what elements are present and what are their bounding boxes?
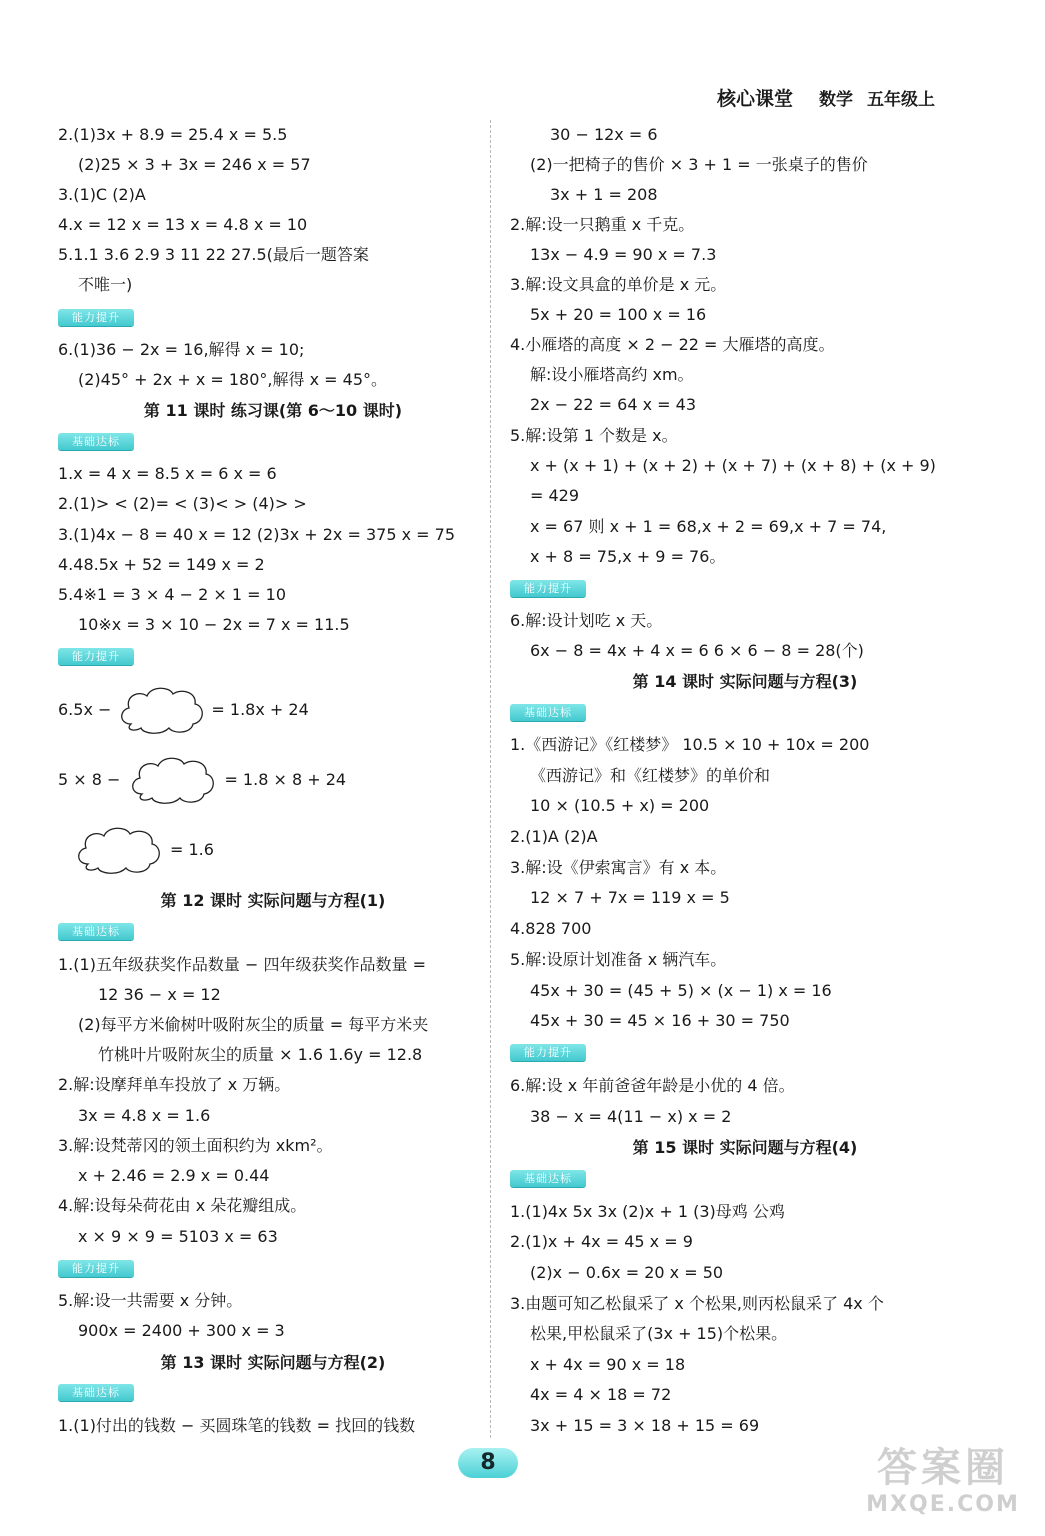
answer-line: 4.小雁塔的高度 × 2 − 22 = 大雁塔的高度。: [510, 335, 835, 354]
answer-line: (2)x − 0.6x = 20 x = 50: [530, 1263, 724, 1282]
answer-line: (2)每平方米偷树叶吸附灰尘的质量 = 每平方米夹: [78, 1015, 429, 1034]
answer-line: x × 9 × 9 = 5103 x = 63: [78, 1227, 278, 1246]
page-header: [717, 84, 935, 111]
answer-line: = 429: [530, 486, 580, 505]
answer-line: 3.(1)4x − 8 = 40 x = 12 (2)3x + 2x = 375 x = 75: [58, 525, 455, 544]
answer-line: 5.1.1 3.6 2.9 3 11 22 27.5(最后一题答案: [58, 245, 369, 264]
equation-left: 5 × 8 −: [58, 769, 121, 789]
answer-line: 3.由题可知乙松鼠采了 x 个松果,则丙松鼠采了 4x 个: [510, 1294, 884, 1313]
column-divider: [490, 120, 491, 1438]
answer-line: 2.解:设一只鹅重 x 千克。: [510, 215, 695, 234]
answer-line: 4x = 4 × 18 = 72: [530, 1385, 672, 1404]
answer-line: 1.《西游记》《红楼梦》 10.5 × 10 + 10x = 200: [510, 735, 870, 754]
answer-line: 4.x = 12 x = 13 x = 4.8 x = 10: [58, 215, 308, 234]
answer-line: 13x − 4.9 = 90 x = 7.3: [530, 245, 717, 264]
equation-left: 6.5x −: [58, 699, 112, 719]
cloud-equation: [58, 750, 346, 808]
grade-label: 五年级上: [867, 90, 935, 110]
answer-line: (2)25 × 3 + 3x = 246 x = 57: [78, 155, 311, 174]
lesson-heading: 第 15 课时 实际问题与方程(4): [632, 1138, 858, 1157]
answer-line: x + (x + 1) + (x + 2) + (x + 7) + (x + 8) + (x + 9): [530, 456, 936, 475]
answer-line: 4.828 700: [510, 919, 592, 938]
answer-line: 3.解:设《伊索寓言》有 x 本。: [510, 858, 727, 877]
answer-line: (2)一把椅子的售价 × 3 + 1 = 一张桌子的售价: [530, 155, 868, 174]
answer-line: 1.(1)五年级获奖作品数量 − 四年级获奖作品数量 =: [58, 955, 427, 974]
subject-label: 数学: [819, 90, 853, 110]
cloud-shape: [70, 820, 166, 878]
section-badge-advance: 能力提升: [510, 1044, 586, 1061]
answer-line: 5.解:设原计划准备 x 辆汽车。: [510, 950, 727, 969]
cloud-shape: [115, 680, 207, 738]
answer-line: 3.(1)C (2)A: [58, 185, 146, 204]
section-badge-advance: 能力提升: [58, 648, 134, 665]
answer-line: 2.(1)A (2)A: [510, 827, 598, 846]
equation-right: = 1.8x + 24: [211, 699, 309, 719]
answer-line: 5.解:设第 1 个数是 x。: [510, 426, 678, 445]
answer-line: 30 − 12x = 6: [550, 125, 658, 144]
answer-line: 38 − x = 4(11 − x) x = 2: [530, 1107, 732, 1126]
answer-line: 3x + 15 = 3 × 18 + 15 = 69: [530, 1416, 760, 1435]
answer-line: 3.解:设梵蒂冈的领土面积约为 xkm²。: [58, 1136, 333, 1155]
answer-line: 4.48.5x + 52 = 149 x = 2: [58, 555, 265, 574]
section-badge-basic: 基础达标: [58, 923, 134, 940]
cloud-shape: [124, 750, 220, 808]
answer-line: 3x = 4.8 x = 1.6: [78, 1106, 211, 1125]
answer-line: 2.(1)x + 4x = 45 x = 9: [510, 1232, 693, 1251]
answer-line: 10※x = 3 × 10 − 2x = 7 x = 11.5: [78, 615, 350, 634]
lesson-heading: 第 13 课时 实际问题与方程(2): [160, 1353, 386, 1372]
cloud-equation: [58, 680, 309, 738]
answer-line: 2.(1)3x + 8.9 = 25.4 x = 5.5: [58, 125, 288, 144]
answer-line: 6.(1)36 − 2x = 16,解得 x = 10;: [58, 340, 305, 359]
page-number: 8: [458, 1448, 518, 1478]
section-badge-basic: 基础达标: [58, 433, 134, 450]
answer-line: 5.解:设一共需要 x 分钟。: [58, 1291, 243, 1310]
equation-right: = 1.6: [170, 839, 214, 859]
watermark-title: 答案圈: [877, 1445, 1009, 1491]
answer-line: 1.(1)付出的钱数 − 买圆珠笔的钱数 = 找回的钱数: [58, 1416, 416, 1435]
answer-line: 5x + 20 = 100 x = 16: [530, 305, 707, 324]
answer-line: 2x − 22 = 64 x = 43: [530, 395, 697, 414]
section-badge-basic: 基础达标: [58, 1384, 134, 1401]
section-badge-basic: 基础达标: [510, 704, 586, 721]
answer-line: 3.解:设文具盒的单价是 x 元。: [510, 275, 727, 294]
book-title: 核心课堂: [716, 88, 793, 110]
header-subtitle: [819, 85, 935, 110]
answer-line: 12 × 7 + 7x = 119 x = 5: [530, 888, 730, 907]
answer-line: 《西游记》和《红楼梦》的单价和: [530, 766, 771, 785]
lesson-heading: 第 14 课时 实际问题与方程(3): [632, 672, 858, 691]
answer-line: 6.解:设 x 年前爸爸年龄是小优的 4 倍。: [510, 1076, 795, 1095]
answer-line: 2.(1)> < (2)= < (3)< > (4)> >: [58, 494, 307, 513]
answer-line: x + 4x = 90 x = 18: [530, 1355, 686, 1374]
answer-line: x + 2.46 = 2.9 x = 0.44: [78, 1166, 270, 1185]
watermark-logo: [863, 1444, 1023, 1528]
answer-line: 45x + 30 = (45 + 5) × (x − 1) x = 16: [530, 981, 832, 1000]
answer-line: (2)45° + 2x + x = 180°,解得 x = 45°。: [78, 370, 387, 389]
answer-line: 12 36 − x = 12: [98, 985, 221, 1004]
answer-line: x = 67 则 x + 1 = 68,x + 2 = 69,x + 7 = 74,: [530, 517, 887, 536]
lesson-heading: 第 11 课时 练习课(第 6～10 课时): [143, 401, 403, 420]
answer-line: 竹桃叶片吸附灰尘的质量 × 1.6 1.6y = 12.8: [98, 1045, 423, 1064]
answer-line: 6x − 8 = 4x + 4 x = 6 6 × 6 − 8 = 28(个): [530, 641, 864, 660]
answer-line: 4.解:设每朵荷花由 x 朵花瓣组成。: [58, 1196, 307, 1215]
answer-line: 解:设小雁塔高约 xm。: [530, 365, 694, 384]
answer-line: x + 8 = 75,x + 9 = 76。: [530, 547, 726, 566]
lesson-heading: 第 12 课时 实际问题与方程(1): [160, 891, 386, 910]
answer-line: 2.解:设摩拜单车投放了 x 万辆。: [58, 1075, 291, 1094]
answer-line: 松果,甲松鼠采了(3x + 15)个松果。: [530, 1324, 788, 1343]
answer-line: 不唯一): [78, 275, 133, 294]
answer-line: 3x + 1 = 208: [550, 185, 658, 204]
answer-line: 1.x = 4 x = 8.5 x = 6 x = 6: [58, 464, 277, 483]
section-badge-advance: 能力提升: [58, 1260, 134, 1277]
watermark-url: MXQE.COM: [866, 1492, 1020, 1517]
answer-line: 1.(1)4x 5x 3x (2)x + 1 (3)母鸡 公鸡: [510, 1202, 785, 1221]
section-badge-advance: 能力提升: [510, 580, 586, 597]
section-badge-advance: 能力提升: [58, 309, 134, 326]
cloud-equation: [66, 820, 214, 878]
section-badge-basic: 基础达标: [510, 1170, 586, 1187]
answer-line: 10 × (10.5 + x) = 200: [530, 796, 710, 815]
equation-right: = 1.8 × 8 + 24: [224, 769, 347, 789]
answer-line: 45x + 30 = 45 × 16 + 30 = 750: [530, 1011, 790, 1030]
answer-line: 900x = 2400 + 300 x = 3: [78, 1321, 285, 1340]
answer-line: 5.4※1 = 3 × 4 − 2 × 1 = 10: [58, 585, 286, 604]
answer-line: 6.解:设计划吃 x 天。: [510, 611, 663, 630]
